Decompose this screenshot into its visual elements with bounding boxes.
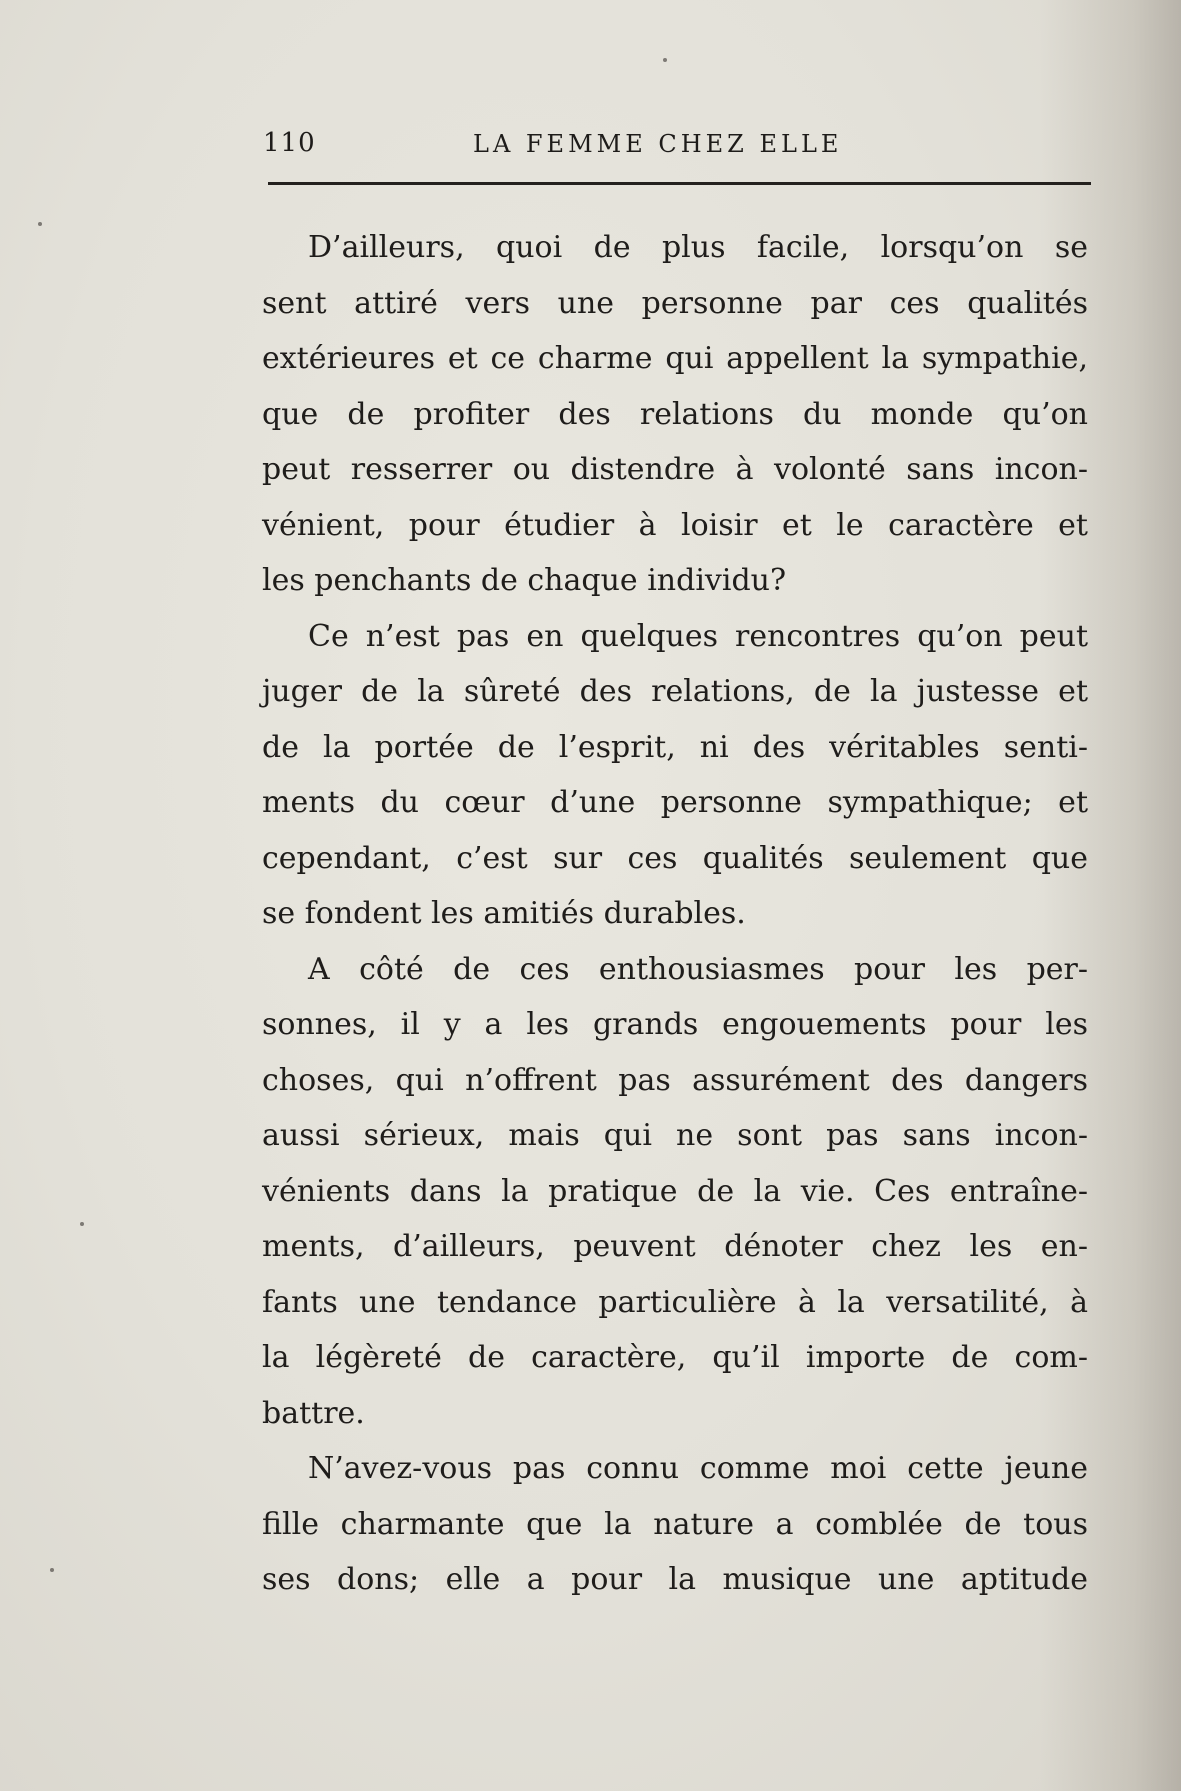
page-number: 110 [263, 128, 316, 158]
text-line: aussi sérieux, mais qui ne sont pas sans incon- [262, 1118, 1088, 1153]
text-line: ses dons; elle a pour la musique une aptitude [262, 1562, 1088, 1597]
paragraph-4 [262, 1441, 1088, 1608]
text-line: vénients dans la pratique de la vie. Ces entraîne- [262, 1173, 1088, 1209]
text-line: vénient, pour étudier à loisir et le caractère et [262, 507, 1088, 543]
text-line: se fondent les amitiés durables. [262, 896, 746, 931]
text-line: peut resserrer ou distendre à volonté sans incon- [262, 452, 1088, 487]
text-line: fants une tendance particulière à la versatilité, à [262, 1284, 1088, 1320]
text-line: A côté de ces enthousiasmes pour les per- [308, 951, 1088, 987]
text-line: la légèreté de caractère, qu’il importe de com- [262, 1340, 1088, 1375]
paragraph-1 [262, 220, 1088, 609]
paragraph-2 [262, 609, 1088, 942]
text-line: D’ailleurs, quoi de plus facile, lorsqu’on se [308, 230, 1088, 265]
text-line: ments du cœur d’une personne sympathique; et [262, 785, 1088, 820]
text-line: cependant, c’est sur ces qualités seulement que [262, 840, 1088, 876]
text-line: que de profiter des relations du monde qu’on [262, 396, 1088, 432]
text-line: sent attiré vers une personne par ces qualités [262, 285, 1088, 321]
text-line: battre. [262, 1395, 365, 1431]
paper-speck [663, 58, 667, 62]
text-line: N’avez-vous pas connu comme moi cette jeune [308, 1451, 1088, 1486]
text-line: de la portée de l’esprit, ni des véritables senti- [262, 729, 1088, 765]
text-line: les penchants de chaque individu? [262, 563, 787, 598]
body-text [262, 220, 1088, 1608]
text-line: sonnes, il y a les grands engouements pour les [262, 1007, 1088, 1042]
running-header [263, 128, 1093, 168]
running-title: LA FEMME CHEZ ELLE [473, 130, 843, 158]
text-line: choses, qui n’offrent pas assurément des dangers [262, 1062, 1088, 1098]
paper-speck [80, 1222, 84, 1226]
text-line: fille charmante que la nature a comblée de tous [262, 1506, 1088, 1542]
text-line: juger de la sûreté des relations, de la justesse et [262, 674, 1088, 709]
paper-speck [50, 1568, 54, 1572]
text-line: ments, d’ailleurs, peuvent dénoter chez les en- [262, 1229, 1088, 1264]
paper-speck [38, 222, 42, 226]
header-rule [268, 182, 1091, 185]
text-line: extérieures et ce charme qui appellent la sympathie, [262, 341, 1088, 376]
paragraph-3 [262, 942, 1088, 1442]
text-line: Ce n’est pas en quelques rencontres qu’on peut [308, 618, 1088, 654]
